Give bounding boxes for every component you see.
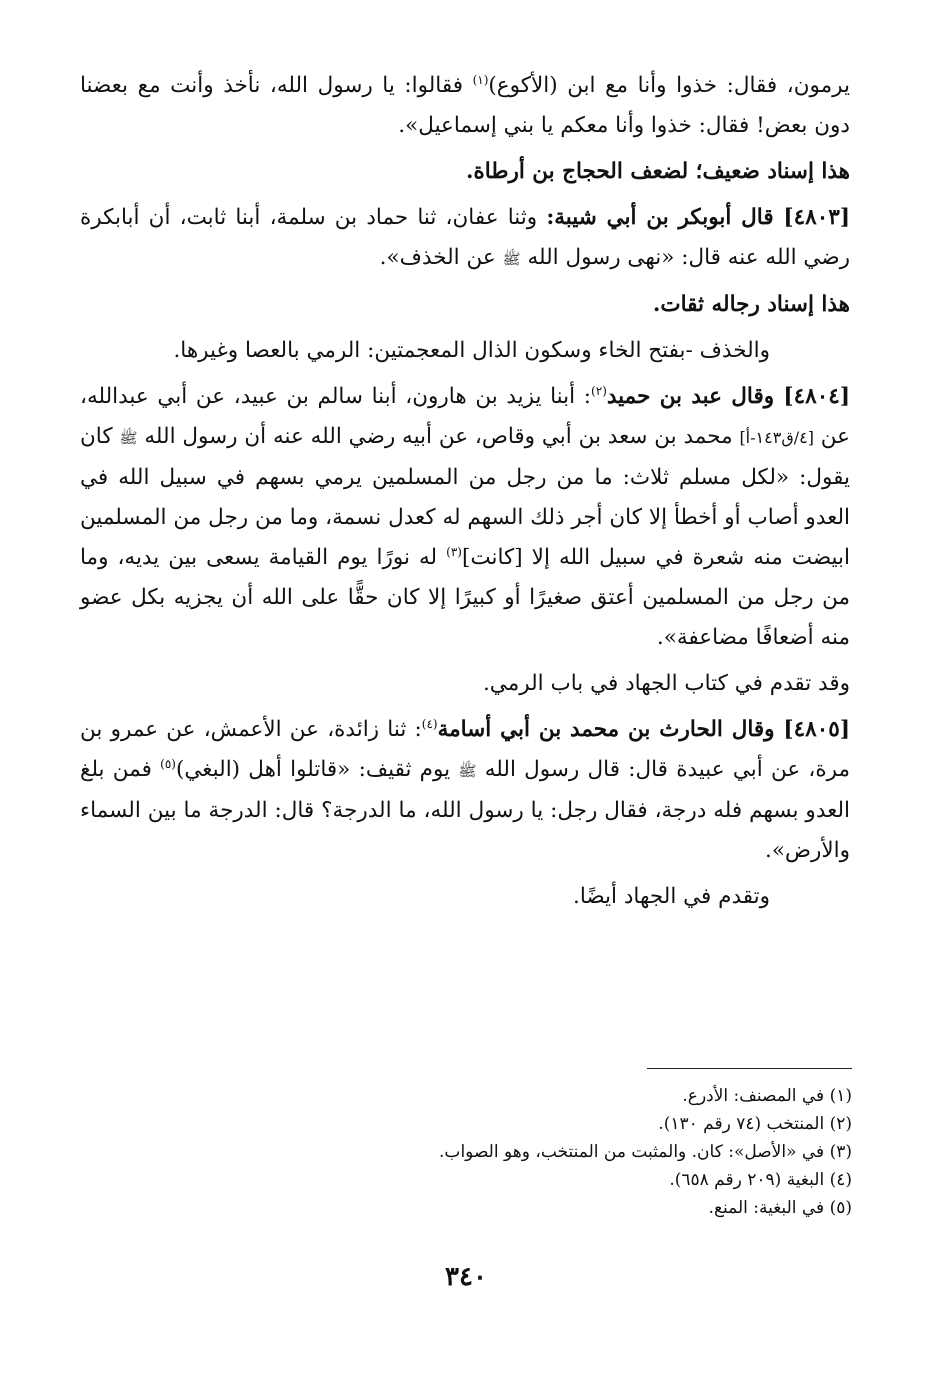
- text-segment: فمن بلغ العدو بسهم فله درجة، فقال رجل: يا رسول الله، ما الدرجة؟ قال: الدرجة ما بين السماء والأرض».: [80, 757, 850, 863]
- footnote-5: (٥) في البغية: المنع.: [708, 1198, 852, 1218]
- text-segment: فقالوا: يا رسول الله، نأخذ وأنت مع بعضنا دون بعض! فقال: خذوا وأنا معكم يا بني إسماعيل».: [80, 73, 850, 138]
- text-segment: يوم ثقيف: «قاتلوا أهل (البغي): [175, 757, 459, 782]
- text-segment: محمد بن سعد بن أبي وقاص، عن أبيه رضي الله عنه أن رسول الله: [137, 424, 740, 449]
- footnote-marker-2: (٢): [591, 383, 607, 398]
- main-text: [80, 66, 850, 917]
- hadith-heading-4804: [٤٨٠٤] وقال عبد بن حميد: [606, 384, 850, 409]
- hadith-heading-4803: [٤٨٠٣] قال أبوبكر بن أبي شيبة:: [546, 205, 850, 230]
- manuscript-reference: [٤/ق١٤٣-أ]: [739, 428, 814, 447]
- hadith-4805: [80, 710, 850, 871]
- footnote-marker-5: (٥): [160, 756, 176, 771]
- isnad-note-1: هذا إسناد ضعيف؛ لضعف الحجاج بن أرطاة.: [466, 159, 850, 184]
- footnote-3: (٣) في «الأصل»: كان. والمثبت من المنتخب، وهو الصواب.: [439, 1142, 852, 1162]
- text-segment: : ثنا زائدة، عن الأعمش، عن عمرو بن مرة، عن أبي عبيدة قال: قال رسول الله: [80, 717, 850, 782]
- footnote-marker-4: (٤): [421, 716, 438, 731]
- footnote-marker-3: (٣): [446, 544, 462, 559]
- salla-symbol: ﷺ: [502, 250, 521, 268]
- text-segment: يرمون، فقال: خذوا وأنا مع ابن (الأكوع): [488, 73, 850, 98]
- footnotes-list: [360, 1082, 852, 1222]
- text-segment: : أبنا يزيد بن هارون، أبنا سالم بن عبيد، عن أبي عبدالله، عن: [80, 384, 851, 449]
- hadith-4803: [80, 198, 850, 279]
- explanation-khadhf: والخذف -بفتح الخاء وسكون الذال المعجمتين: الرمي بالعصا وغيرها.: [173, 338, 770, 363]
- text-segment: وثنا عفان، ثنا حماد بن سلمة، أبنا ثابت، أن أبابكرة رضي الله عنه قال: «نهى رسول الله: [80, 205, 850, 270]
- hadith-heading-4805: [٤٨٠٥] وقال الحارث بن محمد بن أبي أسامة: [437, 717, 850, 742]
- text-segment: له نورًا يوم القيامة يسعى بين يديه، وما من رجل من المسلمين أعتق صغيرًا أو كبيرًا إلا كان حقًّا على الله أن يجزيه بكل عضو منه أضعافًا مضاعفة».: [80, 545, 850, 650]
- paragraph-1: [80, 66, 850, 146]
- salla-symbol: ﷺ: [458, 762, 477, 780]
- page-number: ٣٤٠: [445, 1262, 487, 1292]
- cross-reference-2: وتقدم في الجهاد أيضًا.: [573, 884, 770, 909]
- hadith-4804: [80, 377, 850, 658]
- footnote-4: (٤) البغية (٢٠٩ رقم ٦٥٨).: [669, 1170, 852, 1190]
- footnote-1: (١) في المصنف: الأدرع.: [682, 1086, 852, 1106]
- text-segment: عن الخذف».: [379, 245, 503, 270]
- footnote-separator: [647, 1068, 852, 1069]
- text-segment: كان يقول: «لكل مسلم ثلاث: ما من رجل من المسلمين يرمي بسهم في سبيل الله في العدو أصاب أو أخطأ إلا كان أجر ذلك السهم له كعدل نسمة، وما من رجل من المسلمين ابيضت منه شعرة في سبيل الله إلا [كانت]: [80, 424, 851, 570]
- footnote-marker-1: (١): [472, 72, 489, 87]
- cross-reference-1: وقد تقدم في كتاب الجهاد في باب الرمي.: [482, 671, 850, 696]
- footnote-2: (٢) المنتخب (٧٤ رقم ١٣٠).: [658, 1114, 852, 1134]
- salla-symbol: ﷺ: [119, 429, 138, 447]
- isnad-note-2: هذا إسناد رجاله ثقات.: [652, 292, 850, 317]
